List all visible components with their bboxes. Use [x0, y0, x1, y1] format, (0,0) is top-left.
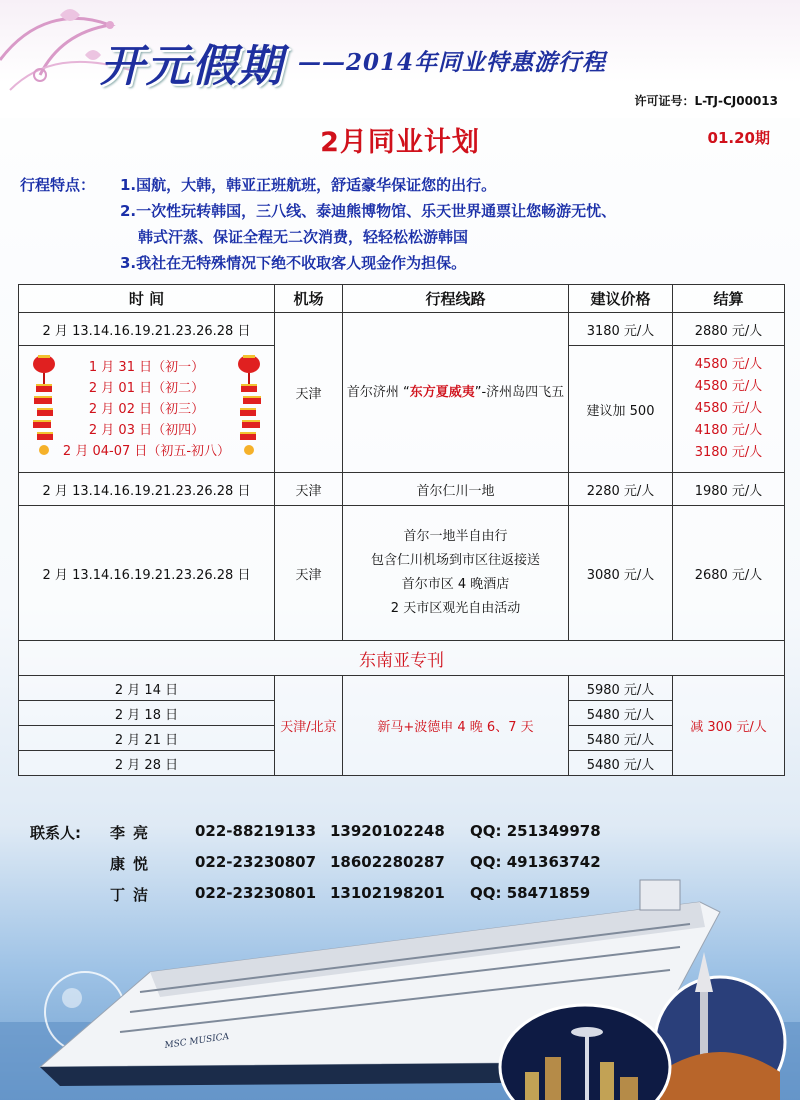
route-line: 首尔市区 4 晚酒店	[401, 577, 510, 592]
brand-subtitle: ——2014年同业特惠游行程	[298, 49, 607, 76]
contact-mobile: 13102198201	[330, 884, 445, 902]
row-route: 首尔仁川一地	[343, 473, 569, 506]
row-route-jeju	[343, 313, 569, 473]
features-label: 行程特点：	[20, 176, 96, 194]
brand-title: 开元假期	[100, 41, 284, 92]
festival-settlement: 3180 元/人	[694, 445, 763, 460]
itinerary-features	[20, 172, 790, 276]
plan-title: 2月同业计划	[320, 127, 480, 158]
row-dates: 2 月 13.14.16.19.21.23.26.28 日	[19, 506, 275, 641]
festival-settlement: 4180 元/人	[694, 423, 763, 438]
table-row	[19, 313, 785, 346]
contact-name: 康悦	[110, 855, 157, 873]
feature-3: 3.我社在无特殊情况下绝不收取客人现金作为担保。	[120, 254, 467, 272]
festival-settlement: 4580 元/人	[694, 357, 763, 372]
contact-qq: QQ: 58471859	[470, 884, 591, 902]
table-row	[19, 506, 785, 641]
row-dates: 2 月 13.14.16.19.21.23.26.28 日	[19, 313, 275, 346]
festival-date: 1 月 31 日（初一）	[88, 359, 205, 375]
festival-suggested-price: 建议加 500	[569, 346, 673, 473]
feature-2-continued: 韩式汗蒸、保证全程无二次消费，轻轻松松游韩国	[138, 228, 469, 246]
festival-date: 2 月 03 日（初四）	[88, 422, 205, 438]
contact-mobile: 13920102248	[330, 822, 445, 840]
row-suggested-price: 2280 元/人	[569, 473, 673, 506]
feature-2: 2.一次性玩转韩国，三八线、泰迪熊博物馆、乐天世界通票让您畅游无忧、	[120, 202, 617, 220]
sea-date: 2 月 21 日	[19, 726, 275, 751]
row-dates: 2 月 13.14.16.19.21.23.26.28 日	[19, 473, 275, 506]
row-airport: 天津	[275, 473, 343, 506]
route-highlight: 东方夏威夷	[409, 384, 475, 400]
row-airport: 天津	[275, 506, 343, 641]
header-suggested-price: 建议价格	[569, 285, 673, 313]
festival-settlement: 4580 元/人	[694, 379, 763, 394]
sea-price: 5480 元/人	[569, 751, 673, 776]
sea-route: 新马+波德申 4 晚 6、7 天	[343, 676, 569, 776]
row-suggested-price: 3080 元/人	[569, 506, 673, 641]
ship-name: MSC MUSICA	[164, 1032, 230, 1051]
sea-price: 5980 元/人	[569, 676, 673, 701]
header-settlement: 结算	[673, 285, 785, 313]
row-suggested-price: 3180 元/人	[569, 313, 673, 346]
section-header-row	[19, 641, 785, 676]
festival-settlement-cell	[673, 346, 785, 473]
row-route-seoul	[343, 506, 569, 641]
route-line: 2 天市区观光自由活动	[390, 601, 521, 616]
contact-qq: QQ: 251349978	[470, 822, 601, 840]
contact-name: 丁洁	[110, 886, 157, 904]
itinerary-table	[18, 284, 785, 776]
lantern-firecracker-icon	[232, 352, 266, 464]
contact-phone: 022-88219133	[195, 822, 317, 840]
license-number: 许可证号：L-TJ-CJ00013	[634, 94, 778, 108]
festival-date: 2 月 02 日（初三）	[88, 401, 205, 417]
header-route: 行程线路	[343, 285, 569, 313]
issue-number: 01.20期	[707, 129, 770, 147]
row-settlement: 2680 元/人	[673, 506, 785, 641]
table-row	[19, 473, 785, 506]
sea-price: 5480 元/人	[569, 726, 673, 751]
row-settlement: 1980 元/人	[673, 473, 785, 506]
sea-date: 2 月 14 日	[19, 676, 275, 701]
sea-settlement: 减 300 元/人	[673, 676, 785, 776]
sea-date: 2 月 18 日	[19, 701, 275, 726]
contact-mobile: 18602280287	[330, 853, 445, 871]
festival-date: 2 月 04-07 日（初五-初八）	[62, 443, 231, 459]
table-row	[19, 676, 785, 701]
contact-phone: 022-23230807	[195, 853, 317, 871]
cruise-ship-illustration	[0, 872, 800, 1100]
festival-date: 2 月 01 日（初二）	[88, 380, 205, 396]
contact-phone: 022-23230801	[195, 884, 317, 902]
header-airport: 机场	[275, 285, 343, 313]
header-time: 时 间	[19, 285, 275, 313]
route-line: 首尔一地半自由行	[403, 529, 508, 544]
contacts-label: 联系人:	[30, 824, 81, 842]
festival-settlement: 4580 元/人	[694, 401, 763, 416]
row-airport: 天津	[275, 313, 343, 473]
southeast-asia-header: 东南亚专刊	[19, 641, 785, 676]
contact-name: 李亮	[110, 824, 157, 842]
route-line: 包含仁川机场到市区往返接送	[370, 553, 540, 568]
sea-date: 2 月 28 日	[19, 751, 275, 776]
contact-row	[30, 822, 790, 853]
row-settlement: 2880 元/人	[673, 313, 785, 346]
route-text: ”-济州岛四飞五	[474, 384, 565, 400]
route-text: 首尔济州 “	[346, 384, 410, 400]
contact-qq: QQ: 491363742	[470, 853, 601, 871]
festival-dates-cell	[19, 346, 275, 473]
sea-airport: 天津/北京	[275, 676, 343, 776]
feature-1: 1.国航，大韩，韩亚正班航班，舒适豪华保证您的出行。	[120, 176, 497, 194]
sea-price: 5480 元/人	[569, 701, 673, 726]
lantern-firecracker-icon	[27, 352, 61, 464]
table-header-row	[19, 285, 785, 313]
